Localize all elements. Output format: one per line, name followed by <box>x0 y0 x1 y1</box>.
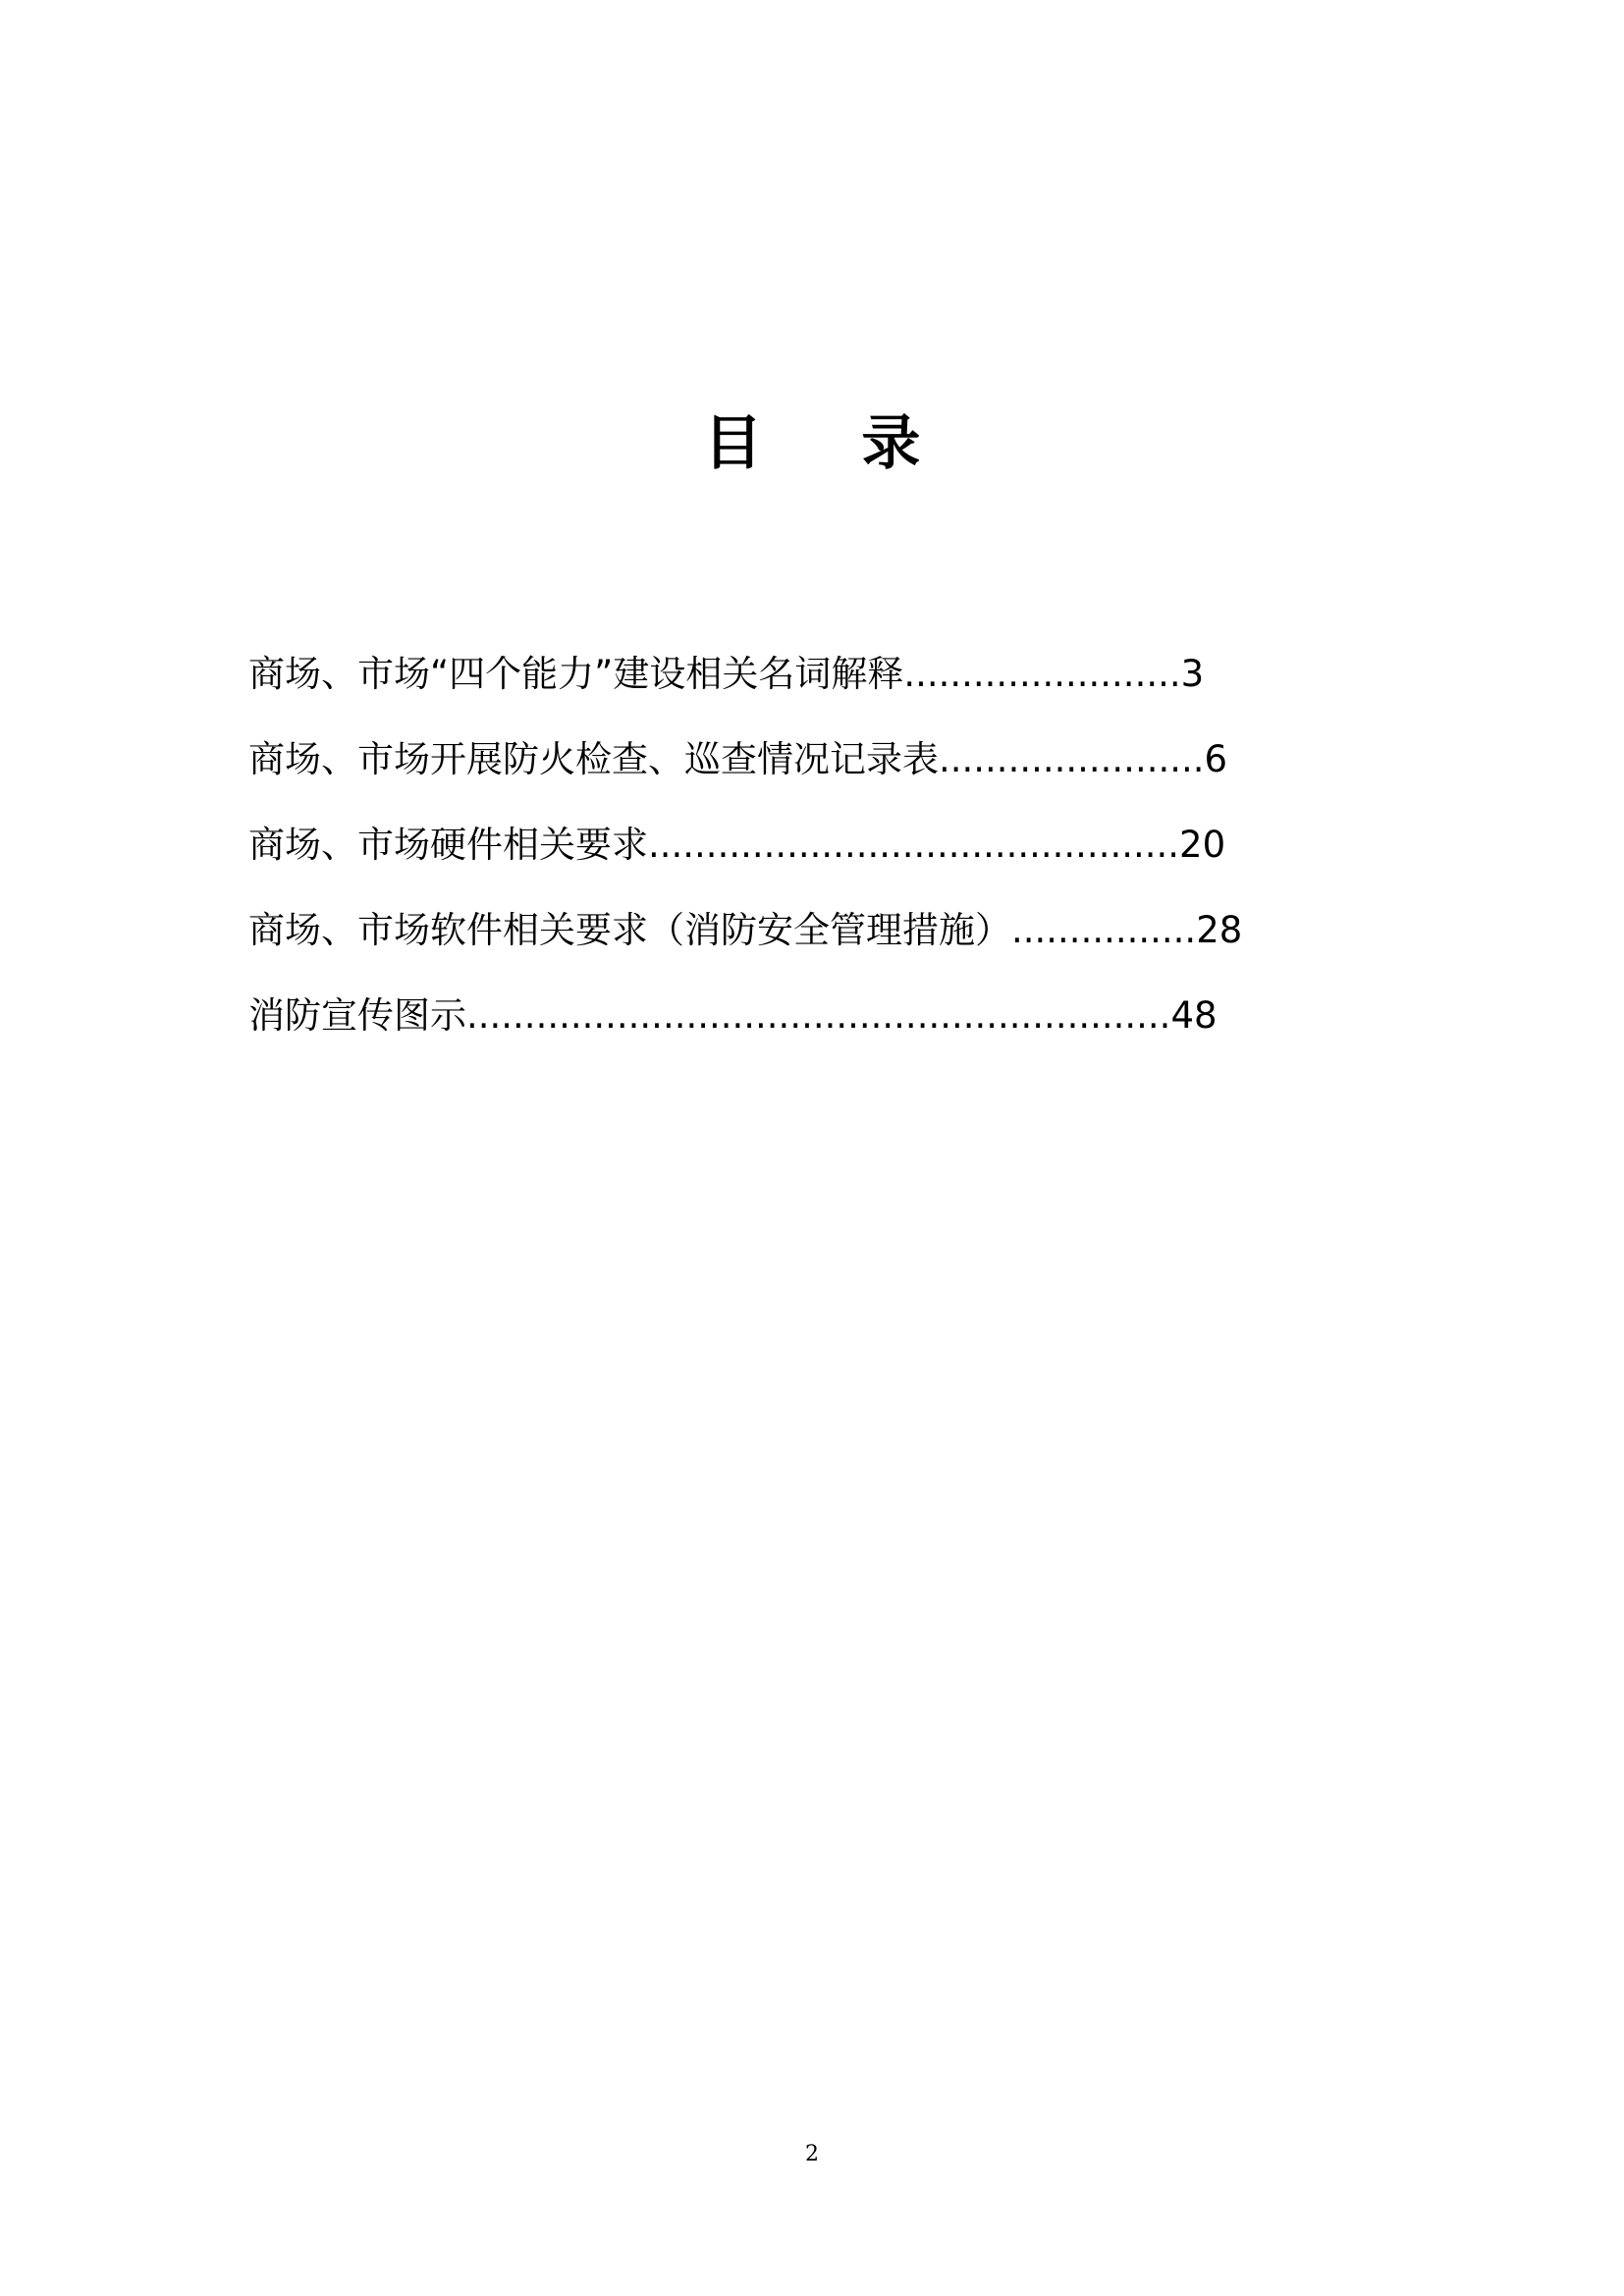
toc-entry[interactable] <box>248 631 1328 717</box>
toc-page-number: 20 <box>1179 824 1226 866</box>
toc-entry-text: 商场、市场“四个能力”建设相关名词解释 <box>248 653 904 695</box>
toc-entry-text: 商场、市场开展防火检查、巡查情况记录表 <box>248 738 939 780</box>
toc-page-number: 6 <box>1204 738 1228 780</box>
table-of-contents <box>248 631 1328 1058</box>
toc-leader: .............................................. <box>648 824 1180 866</box>
toc-entry[interactable] <box>248 717 1328 802</box>
toc-leader: ................ <box>1011 909 1197 951</box>
toc-leader: ............................................................. <box>466 994 1171 1037</box>
toc-page-number: 3 <box>1180 653 1205 695</box>
toc-entry[interactable] <box>248 802 1328 887</box>
page-title: 目 录 <box>703 409 960 479</box>
toc-entry-text: 商场、市场硬件相关要求 <box>248 824 648 866</box>
toc-page-number: 48 <box>1170 994 1218 1037</box>
toc-entry[interactable] <box>248 887 1328 973</box>
toc-entry-text: 消防宣传图示 <box>248 994 466 1037</box>
footer-page-number: 2 <box>805 2142 819 2166</box>
toc-leader: ....................... <box>939 738 1205 780</box>
toc-leader: ........................ <box>903 653 1181 695</box>
toc-entry-text: 商场、市场软件相关要求（消防安全管理措施） <box>248 909 1011 951</box>
toc-entry[interactable] <box>248 973 1328 1058</box>
toc-page-number: 28 <box>1196 909 1243 951</box>
